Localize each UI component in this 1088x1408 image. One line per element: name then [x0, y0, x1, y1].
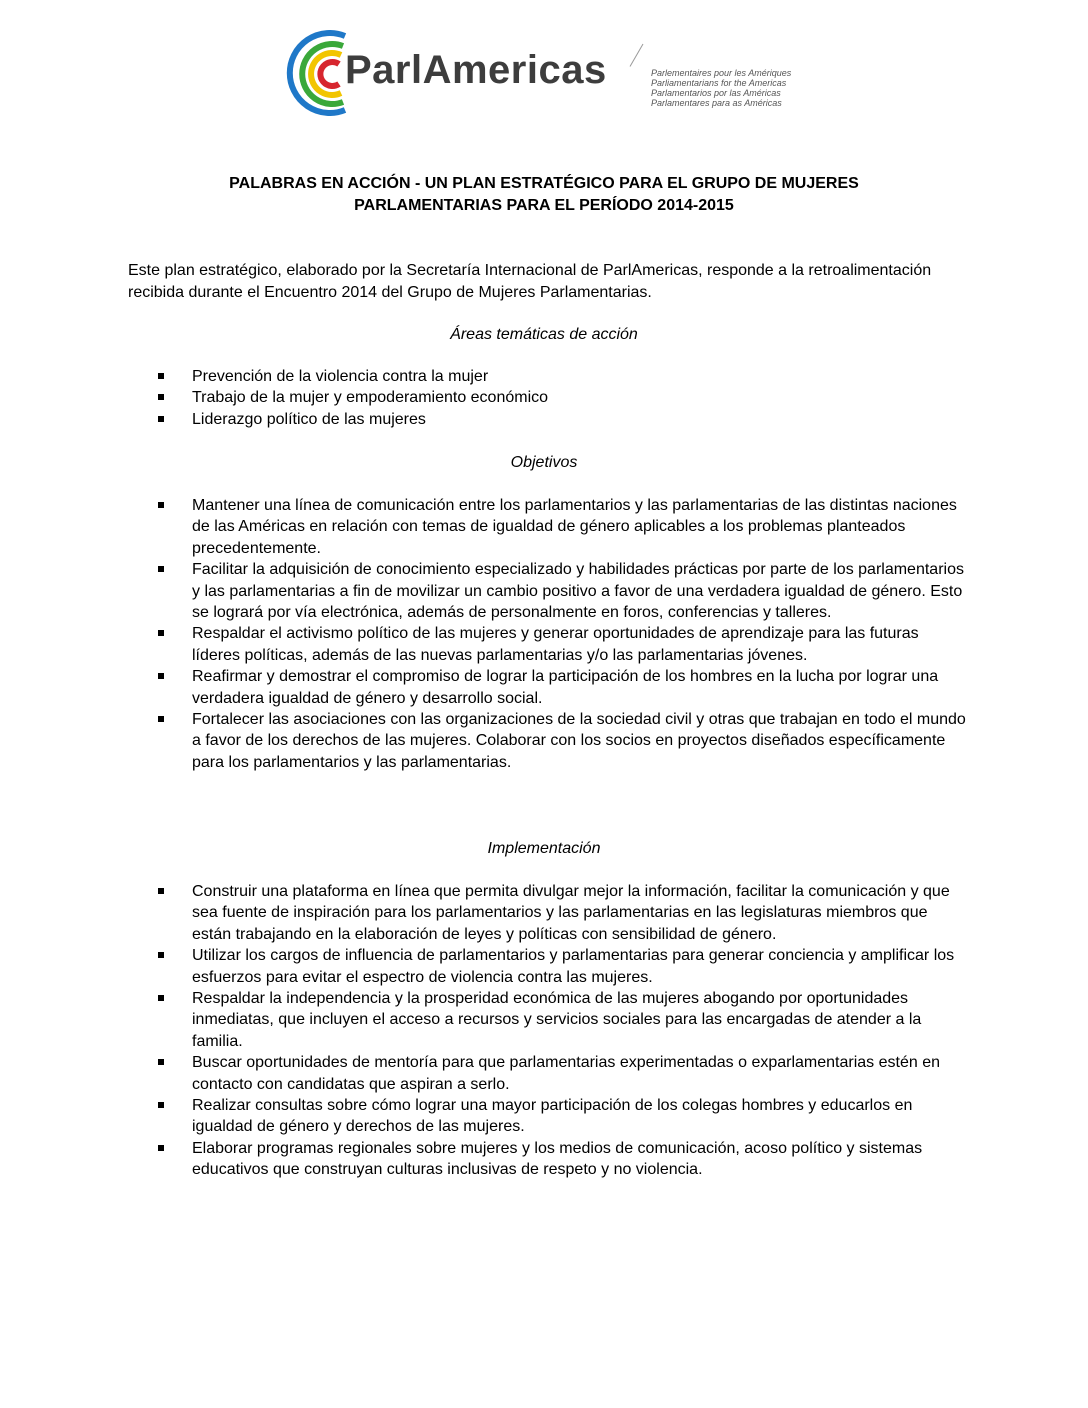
list-item: Mantener una línea de comunicación entre los parlamentarios y las parlamentarias de las distintas naciones de las Américas en relación con temas de igualdad de género aplicables a los problemas planteados precedentemente.: [0, 495, 1088, 559]
bullet-icon: [158, 416, 164, 422]
brand-name: ParlAmericas: [345, 48, 607, 92]
list-item: Buscar oportunidades de mentoría para que parlamentarias experimentadas o exparlamentarias estén en contacto con candidatas que aspiran a serlo.: [0, 1052, 1088, 1095]
list-item: Realizar consultas sobre cómo lograr una mayor participación de los colegas hombres y educarlos en igualdad de género y derechos de las mujeres.: [0, 1095, 1088, 1138]
bullet-icon: [158, 1059, 164, 1065]
bullet-icon: [158, 716, 164, 722]
section-heading-implementacion: Implementación: [487, 840, 601, 857]
list-item: Utilizar los cargos de influencia de parlamentarios y parlamentarias para generar conciencia y amplificar los esfuerzos para evitar el espectro de violencia contra las mujeres.: [0, 945, 1088, 988]
parlamericas-logo: [275, 30, 815, 116]
logo-arcs-icon: [275, 30, 355, 116]
list-item: Construir una plataforma en línea que permita divulgar mejor la información, facilitar la comunicación y que sea fuente de inspiración para los parlamentarios y las parlamentarias en las legislaturas miembros que están trabajando en la elaboración de leyes y políticas con sensibilidad de género.: [0, 881, 1088, 945]
bullet-icon: [158, 1145, 164, 1151]
title-line-1: PALABRAS EN ACCIÓN - UN PLAN ESTRATÉGICO PARA EL GRUPO DE MUJERES: [229, 175, 859, 192]
logo-divider: [630, 44, 644, 67]
areas-list: [0, 366, 1088, 430]
list-item: Prevención de la violencia contra la mujer: [0, 366, 1088, 387]
tagline-es: Parlamentarios por las Américas: [651, 88, 781, 98]
bullet-icon: [158, 673, 164, 679]
list-item: Trabajo de la mujer y empoderamiento económico: [0, 387, 1088, 408]
bullet-icon: [158, 502, 164, 508]
tagline-pt: Parlamentares para as Américas: [651, 98, 782, 108]
implementacion-list: [0, 881, 1088, 1181]
title-line-2: PARLAMENTARIAS PARA EL PERÍODO 2014-2015: [354, 197, 734, 214]
list-item: Respaldar la independencia y la prosperidad económica de las mujeres abogando por oportunidades inmediatas, que incluyen el acceso a recursos y servicios sociales para las encargadas de atender a la familia.: [0, 988, 1088, 1052]
intro-paragraph: Este plan estratégico, elaborado por la Secretaría Internacional de ParlAmericas, responde a la retroalimentación recibida durante el Encuentro 2014 del Grupo de Mujeres Parlamentarias.: [128, 262, 932, 301]
objetivos-list: [0, 495, 1088, 773]
list-item: Facilitar la adquisición de conocimiento especializado y habilidades prácticas por parte de los parlamentarios y las parlamentarias a fin de movilizar un cambio positivo a favor de una verdadera igualdad de género. Esto se logrará por vía electrónica, además de personalmente en foros, conferencias y talleres.: [0, 559, 1088, 623]
section-heading-areas: Áreas temáticas de acción: [450, 326, 638, 343]
bullet-icon: [158, 952, 164, 958]
bullet-icon: [158, 566, 164, 572]
bullet-icon: [158, 394, 164, 400]
bullet-icon: [158, 1102, 164, 1108]
document-title: [120, 173, 968, 217]
bullet-icon: [158, 630, 164, 636]
list-item: Fortalecer las asociaciones con las organizaciones de la sociedad civil y otras que trabajan en todo el mundo a favor de los derechos de las mujeres. Colaborar con los socios en proyectos diseñados específicamente para los parlamentarios y las parlamentarias.: [0, 709, 1088, 773]
logo-taglines: [651, 68, 791, 108]
bullet-icon: [158, 995, 164, 1001]
list-item: Liderazgo político de las mujeres: [0, 409, 1088, 430]
bullet-icon: [158, 888, 164, 894]
list-item: Respaldar el activismo político de las mujeres y generar oportunidades de aprendizaje para las futuras líderes políticas, además de las nuevas parlamentarias y/o las parlamentarias jóvenes.: [0, 623, 1088, 666]
section-heading-objetivos: Objetivos: [510, 454, 578, 471]
bullet-icon: [158, 373, 164, 379]
list-item: Reafirmar y demostrar el compromiso de lograr la participación de los hombres en la lucha por lograr una verdadera igualdad de género y desarrollo social.: [0, 666, 1088, 709]
list-item: Elaborar programas regionales sobre mujeres y los medios de comunicación, acoso político y sistemas educativos que construyan culturas inclusivas de respeto y no violencia.: [0, 1138, 1088, 1181]
tagline-en: Parliamentarians for the Americas: [651, 78, 787, 88]
tagline-fr: Parlementaires pour les Amériques: [651, 68, 792, 78]
